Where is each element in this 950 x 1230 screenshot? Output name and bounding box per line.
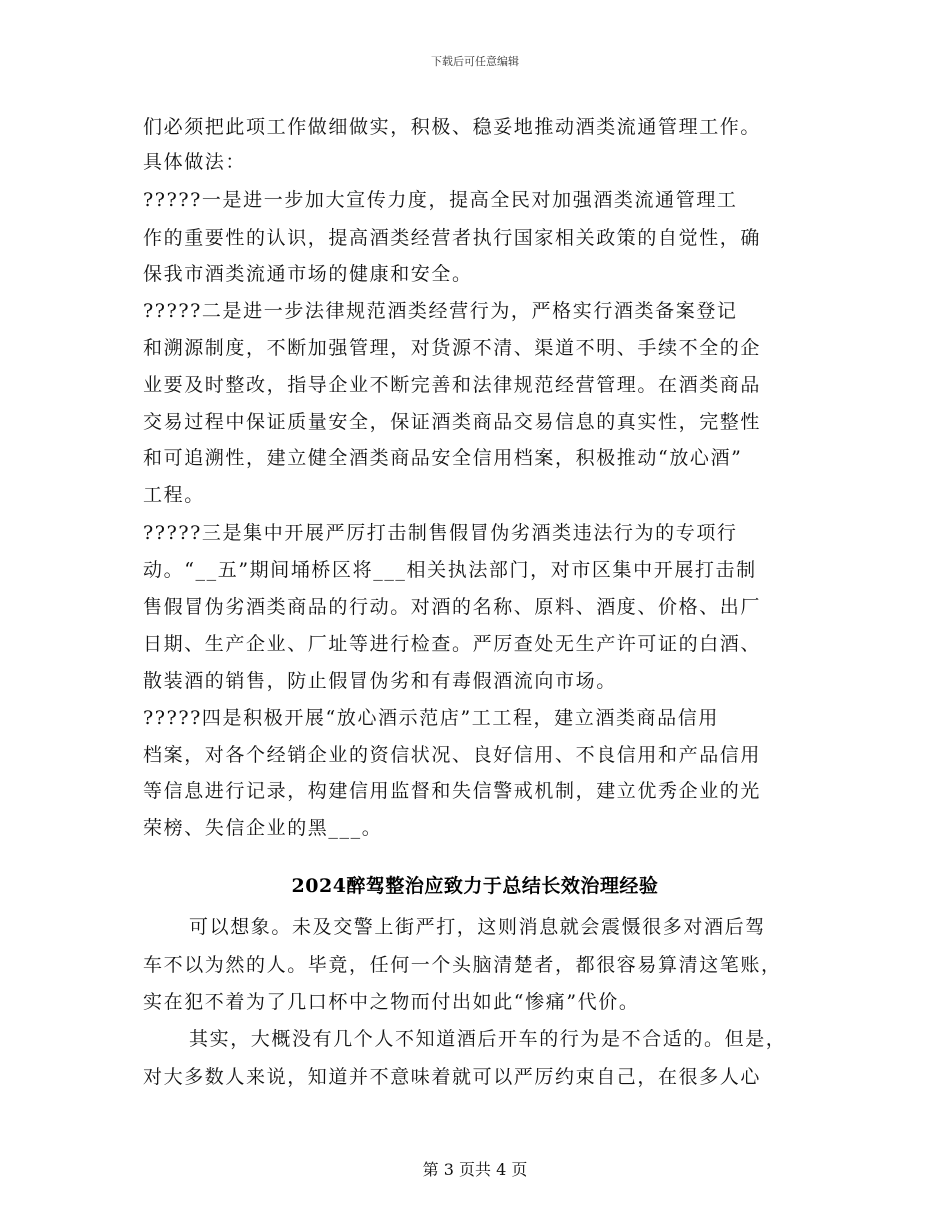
section-line: 实在犯不着为了几口杯中之物而付出如此“惨痛”代价。 <box>143 991 640 1013</box>
body-line: 交易过程中保证质量安全，保证酒类商品交易信息的真实性，完整性 <box>143 411 762 433</box>
body-line: 和可追溯性，建立健全酒类商品安全信用档案，积极推动“放心酒” <box>143 447 743 469</box>
section-title: 2024醉驾整治应致力于总结长效治理经验 <box>291 875 659 897</box>
section-line: 可以想象。未及交警上街严打，这则消息就会震慑很多对酒后驾 <box>189 916 766 938</box>
body-line: 作的重要性的认识，提高酒类经营者执行国家相关政策的自觉性，确 <box>143 227 762 249</box>
section-line: 对大多数人来说，知道并不意味着就可以严厉约束自己，在很多人心 <box>143 1066 762 1088</box>
body-line: 保我市酒类流通市场的健康和安全。 <box>143 263 473 285</box>
page-footer: 第 3 页共 4 页 <box>422 1160 528 1179</box>
body-line: 散装酒的销售，防止假冒伪劣和有毒假酒流向市场。 <box>143 670 617 692</box>
section-line: 其实，大概没有几个人不知道酒后开车的行为是不合适的。但是， <box>189 1028 787 1050</box>
body-line: 等信息进行记录，构建信用监督和失信警戒机制，建立优秀企业的光 <box>143 780 762 802</box>
body-line: 们必须把此项工作做细做实，积极、稳妥地推动酒类流通管理工作。 <box>143 116 762 138</box>
body-line: ?????二是进一步法律规范酒类经营行为，严格实行酒类备案登记 <box>143 300 738 322</box>
body-line: 动。“__五”期间埇桥区将___相关执法部门，对市区集中开展打击制 <box>143 559 757 581</box>
body-line: 和溯源制度，不断加强管理，对货源不清、渠道不明、手续不全的企 <box>143 337 762 359</box>
body-line: 业要及时整改，指导企业不断完善和法律规范经营管理。在酒类商品 <box>143 374 762 396</box>
body-line: 日期、生产企业、厂址等进行检查。严厉查处无生产许可证的白酒、 <box>143 633 762 655</box>
body-line: 档案，对各个经销企业的资信状况、良好信用、不良信用和产品信用 <box>143 744 762 766</box>
body-line: 工程。 <box>143 484 205 506</box>
body-line: ?????一是进一步加大宣传力度，提高全民对加强酒类流通管理工 <box>143 189 738 211</box>
body-line: ?????三是集中开展严厉打击制售假冒伪劣酒类违法行为的专项行 <box>143 522 738 544</box>
body-line: ?????四是积极开展“放心酒示范店”工工程，建立酒类商品信用 <box>143 707 719 729</box>
body-line: 具体做法： <box>143 151 247 173</box>
body-line: 荣榜、失信企业的黑___。 <box>143 817 383 839</box>
section-line: 车不以为然的人。毕竟，任何一个头脑清楚者，都很容易算清这笔账， <box>143 954 782 976</box>
body-line: 售假冒伪劣酒类商品的行动。对酒的名称、原料、酒度、价格、出厂 <box>143 596 762 618</box>
page-header: 下载后可任意编辑 <box>431 55 519 68</box>
